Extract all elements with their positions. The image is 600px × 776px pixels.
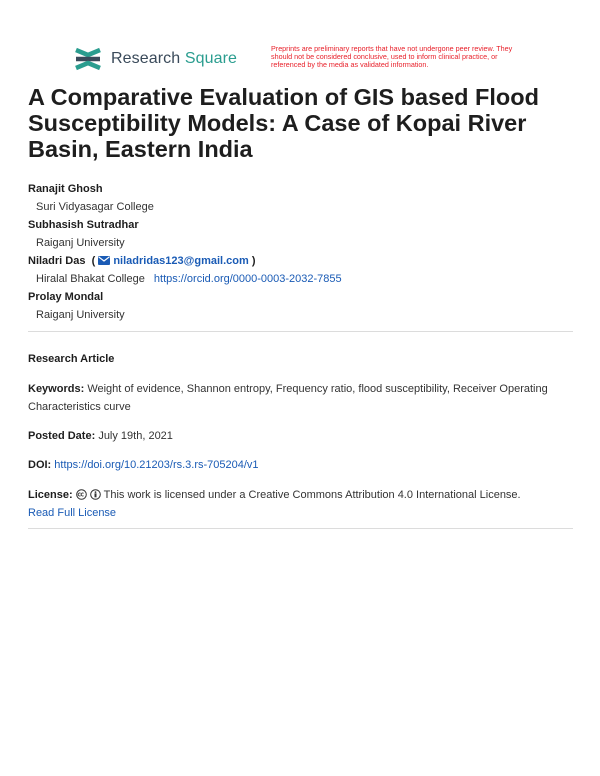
research-square-logo[interactable] [74,46,237,72]
keywords-label: Keywords: [28,383,85,395]
author-name: Prolay Mondal [28,291,104,303]
attribution-icon [90,489,101,500]
author-affiliation: Suri Vidyasagar College [36,201,154,213]
license-label: License: [28,489,73,501]
author-name: Subhasish Sutradhar [28,219,139,231]
doi [28,456,576,474]
envelope-icon [98,256,110,265]
posted-date-label: Posted Date: [28,430,96,442]
author-list [28,180,578,324]
corresponding-author: Niladri Das ( niladridas123@gmail.com ) [28,255,256,267]
author-affiliation: Hiralal Bhakat College [36,273,145,285]
author-affiliation: Raiganj University [36,237,125,249]
orcid-link[interactable]: https://orcid.org/0000-0003-2032-7855 [153,273,342,285]
paper-title: A Comparative Evaluation of GIS based Flood Susceptibility Models: A Case of Kopai River Basin, Eastern India [28,84,539,162]
license [28,486,576,522]
keywords-value: Weight of evidence, Shannon entropy, Frequency ratio, flood susceptibility, Receiver Operating Characteristics curve [28,383,548,413]
author-name: Niladri Das [28,255,86,267]
posted-date [28,427,576,445]
author-affiliation: Raiganj University [36,309,125,321]
brand-name-part2: Square [184,50,238,67]
creative-commons-icon [76,489,87,500]
keywords [28,380,576,416]
preprint-disclaimer: Preprints are preliminary reports that have not undergone peer review. They should not be considered conclusive, used to inform clinical practice, or referenced by the media as validated information. [271,44,513,70]
doi-link[interactable]: https://doi.org/10.21203/rs.3.rs-705204/v1 [54,459,259,471]
brand-name-part1: Research [111,50,181,67]
divider [28,331,573,332]
author-name: Ranajit Ghosh [28,183,103,195]
posted-date-value: July 19th, 2021 [98,430,173,442]
divider [28,528,573,529]
author-email-link[interactable]: niladridas123@gmail.com [113,255,249,267]
article-type-label: Research Article [28,353,115,365]
doi-label: DOI: [28,459,52,471]
brand-name [111,50,237,68]
article-type [28,350,576,368]
license-text: This work is licensed under a Creative Commons Attribution 4.0 International License. [103,489,521,501]
research-square-logo-icon [74,46,104,72]
author-affiliation-row [28,270,578,288]
read-full-license-link[interactable]: Read Full License [28,507,117,519]
